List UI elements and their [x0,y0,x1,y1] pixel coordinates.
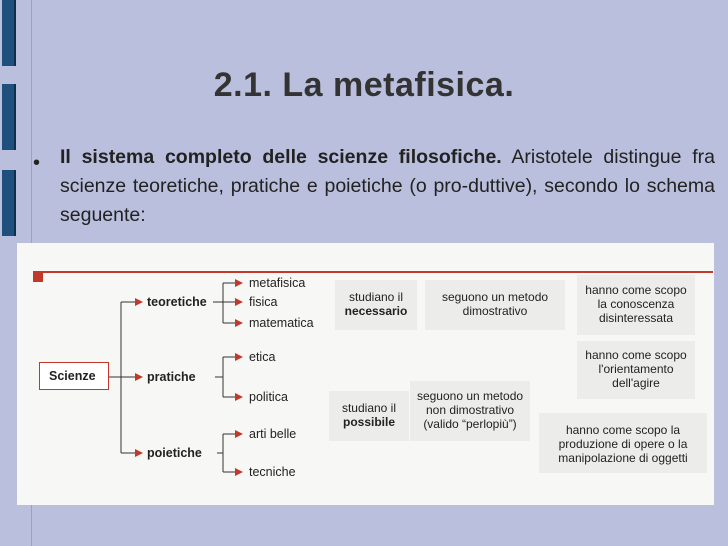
paragraph-text: Aristotele distingue fra scienze teoretiche, pratiche e poietiche (o pro-duttive), secondo lo schema seguente: [60,146,715,226]
leaf-fisica: fisica [249,295,278,309]
note-line: manipolazione di oggetti [558,451,688,465]
branch-poietiche: poietiche [147,446,202,460]
note-line: la conoscenza [597,297,675,311]
note-line: hanno come scopo [585,283,687,297]
note-line: l'orientamento [598,362,674,376]
slide-title: 2.1. La metafisica. [213,66,515,104]
leaf-politica: politica [249,390,288,404]
branch-teoretiche: teoretiche [147,295,207,309]
left-decor-bar-1 [2,0,16,66]
scienze-diagram [17,243,714,505]
note-line: hanno come scopo [585,348,687,362]
bold-lead: Il sistema completo delle scienze filosofiche. [60,146,502,168]
leaf-etica: etica [249,350,276,364]
note-line: studiano il [348,290,404,304]
root-label: Scienze [49,369,96,383]
left-decor-bar-3 [2,170,16,236]
note-metodo-dimostrativo [425,290,565,318]
note-line: dimostrativo [462,304,528,318]
leaf-metafisica: metafisica [249,276,306,290]
leaf-tecniche: tecniche [249,465,296,479]
note-line: seguono un metodo [416,389,524,403]
note-line: seguono un metodo [441,290,549,304]
note-opere [539,423,707,465]
note-line: disinteressata [598,311,674,325]
note-line: studiano il [341,401,397,415]
note-agire [577,348,695,390]
note-necessario [335,290,417,318]
note-line: hanno come scopo la [565,423,681,437]
note-line: produzione di opere o la [558,437,688,451]
note-line: dell'agire [612,376,660,390]
branch-pratiche: pratiche [147,370,196,384]
bullet-icon: • [33,152,41,174]
note-metodo-non-dimostrativo [410,389,530,431]
note-line: (valido “perlopiù”) [423,417,517,431]
leaf-arti-belle: arti belle [249,427,297,441]
note-possibile [329,401,409,429]
note-line: non dimostrativo [425,403,515,417]
leaf-matematica: matematica [249,316,314,330]
bullet-paragraph [60,143,715,230]
note-conoscenza [577,283,695,325]
note-line-bold: possibile [342,415,395,429]
note-line-bold: necessario [344,304,408,318]
